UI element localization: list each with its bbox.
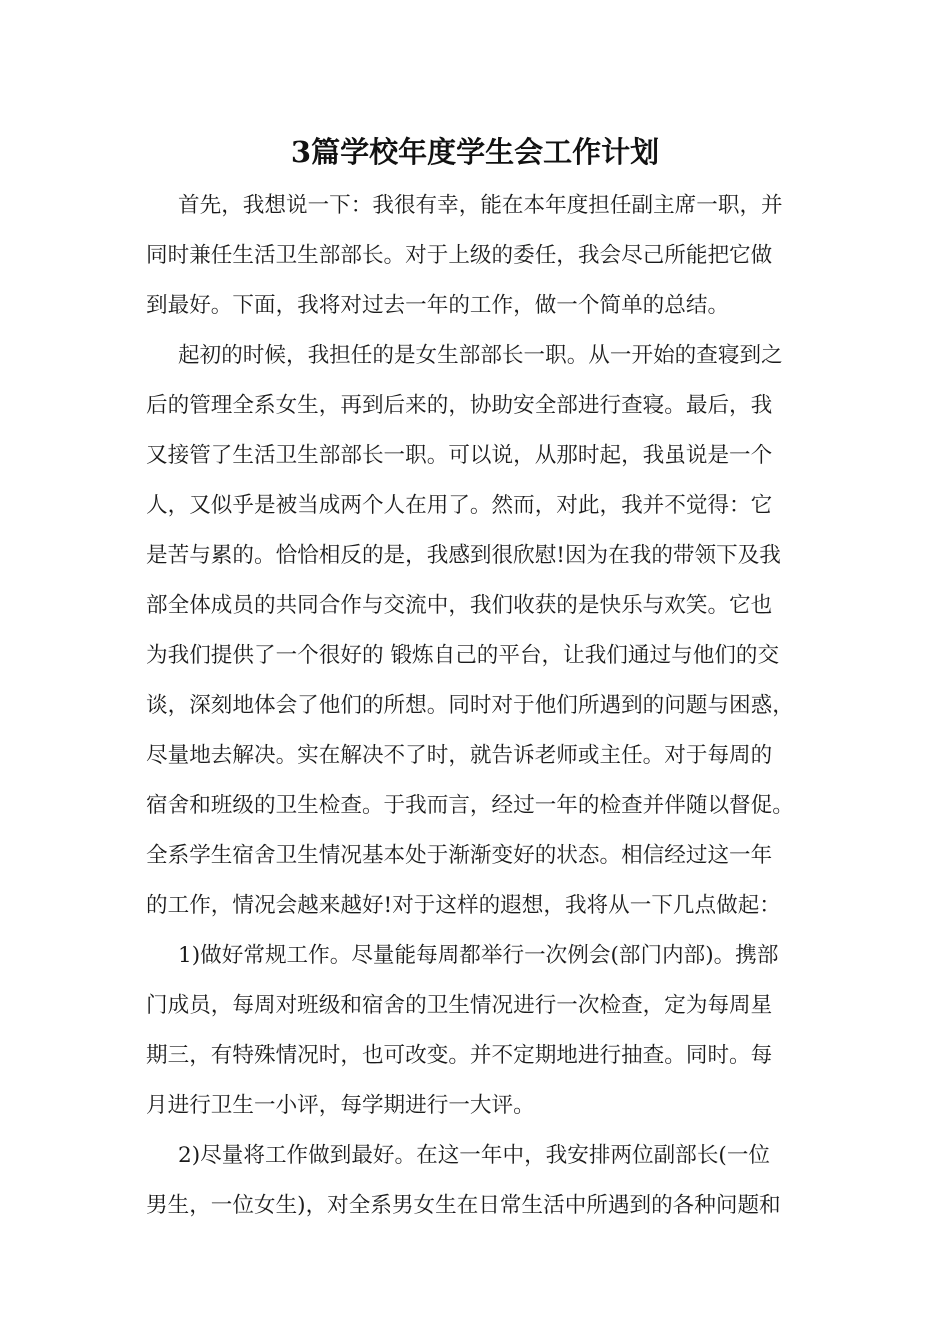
text-line: 男生，一位女生)，对全系男女生在日常生活中所遇到的各种问题和 bbox=[146, 1193, 781, 1218]
paragraph-1 bbox=[146, 181, 806, 331]
document-title: 3篇学校年度学生会工作计划 bbox=[290, 135, 660, 169]
text-line: 同时兼任生活卫生部部长。对于上级的委任，我会尽己所能把它做 bbox=[146, 243, 773, 268]
document-body bbox=[146, 181, 806, 1231]
text-line: 门成员，每周对班级和宿舍的卫生情况进行一次检查，定为每周星 bbox=[146, 993, 773, 1018]
text-line: 宿舍和班级的卫生检查。于我而言，经过一年的检查并伴随以督促。 bbox=[146, 793, 794, 818]
paragraph-4 bbox=[146, 1131, 806, 1231]
text-line: 的工作，情况会越来越好!对于这样的遐想，我将从一下几点做起： bbox=[146, 893, 781, 918]
text-line: 是苦与累的。恰恰相反的是，我感到很欣慰!因为在我的带领下及我 bbox=[146, 543, 781, 568]
text-line: 1)做好常规工作。尽量能每周都举行一次例会(部门内部)。携部 bbox=[178, 943, 779, 968]
text-line: 2)尽量将工作做到最好。在这一年中，我安排两位副部长(一位 bbox=[178, 1143, 771, 1168]
text-line: 部全体成员的共同合作与交流中，我们收获的是快乐与欢笑。它也 bbox=[146, 593, 773, 618]
text-line: 首先，我想说一下：我很有幸，能在本年度担任副主席一职，并 bbox=[178, 193, 783, 218]
paragraph-3 bbox=[146, 931, 806, 1131]
text-line: 全系学生宿舍卫生情况基本处于渐渐变好的状态。相信经过这一年 bbox=[146, 843, 773, 868]
paragraph-2 bbox=[146, 331, 806, 931]
text-line: 后的管理全系女生，再到后来的，协助安全部进行查寝。最后，我 bbox=[146, 393, 773, 418]
text-line: 为我们提供了一个很好的 锻炼自己的平台，让我们通过与他们的交 bbox=[146, 643, 780, 668]
text-line: 谈，深刻地体会了他们的所想。同时对于他们所遇到的问题与困惑， bbox=[146, 693, 794, 718]
text-line: 起初的时候，我担任的是女生部部长一职。从一开始的查寝到之 bbox=[178, 343, 783, 368]
text-line: 月进行卫生一小评，每学期进行一大评。 bbox=[146, 1093, 535, 1118]
text-line: 人，又似乎是被当成两个人在用了。然而，对此，我并不觉得：它 bbox=[146, 493, 773, 518]
text-line: 期三，有特殊情况时，也可改变。并不定期地进行抽查。同时。每 bbox=[146, 1043, 773, 1068]
text-line: 又接管了生活卫生部部长一职。可以说，从那时起，我虽说是一个 bbox=[146, 443, 773, 468]
text-line: 到最好。下面，我将对过去一年的工作，做一个简单的总结。 bbox=[146, 293, 730, 318]
text-line: 尽量地去解决。实在解决不了时，就告诉老师或主任。对于每周的 bbox=[146, 743, 773, 768]
